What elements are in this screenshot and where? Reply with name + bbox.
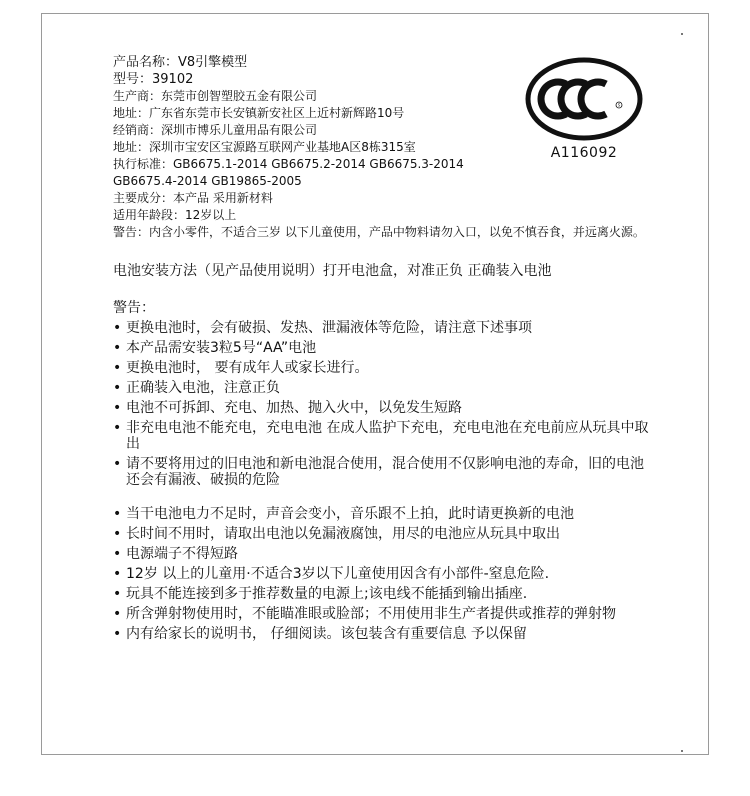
standards-line-2: GB6675.4-2014 GB19865-2005 — [113, 174, 302, 188]
ccc-mark-icon — [524, 57, 644, 141]
age-range: 适用年龄段：12岁以上 — [113, 208, 237, 222]
list-item: • 电池不可拆卸、充电、加热、抛入火中，以免发生短路 — [113, 400, 653, 416]
list-item: • 所含弹射物使用时，不能瞄准眼或脸部；不用使用非生产者提供或推荐的弹射物 — [113, 606, 653, 622]
manufacturer: 生产商：东莞市创智塑胶五金有限公司 — [113, 89, 318, 103]
ccc-certification — [524, 57, 644, 161]
list-item: • 12岁 以上的儿童用·不适合3岁以下儿童使用因含有小部件-窒息危险. — [113, 566, 653, 582]
product-name: 产品名称：V8引擎模型 — [113, 55, 248, 70]
small-parts-warning: 警告：内含小零件，不适合三岁 以下儿童使用，产品中物料请勿入口，以免不慎吞食，并远离火源。 — [113, 225, 645, 239]
list-item: • 更换电池时，会有破损、发热、泄漏液体等危险，请注意下述事项 — [113, 320, 653, 336]
distributor: 经销商：深圳市博乐儿童用品有限公司 — [113, 123, 318, 137]
corner-mark — [681, 750, 683, 752]
battery-installation: 电池安装方法（见产品使用说明）打开电池盒，对准正负 正确装入电池 — [113, 263, 552, 279]
list-item: • 内有给家长的说明书， 仔细阅读。该包装含有重要信息 予以保留 — [113, 626, 653, 642]
list-item: • 本产品需安装3粒5号“AA”电池 — [113, 340, 653, 356]
list-item: • 长时间不用时，请取出电池以免漏液腐蚀，用尽的电池应从玩具中取出 — [113, 526, 653, 542]
list-item: • 非充电电池不能充电，充电电池 在成人监护下充电，充电电池在充电前应从玩具中取出 — [113, 420, 653, 452]
list-item: • 更换电池时， 要有成年人或家长进行。 — [113, 360, 653, 376]
list-item: • 电源端子不得短路 — [113, 546, 653, 562]
standards-line-1: 执行标准：GB6675.1-2014 GB6675.2-2014 GB6675.3-2014 — [113, 157, 464, 171]
manufacturer-address: 地址：广东省东莞市长安镇新安社区上近村新辉路10号 — [113, 106, 405, 120]
product-model: 型号：39102 — [113, 72, 194, 87]
certificate-code: A116092 — [550, 145, 618, 161]
list-item: • 玩具不能连接到多于推荐数量的电源上;该电线不能插到输出插座. — [113, 586, 653, 602]
main-material: 主要成分：本产品 采用新材料 — [113, 191, 273, 205]
warning-title: 警告： — [113, 300, 155, 316]
list-item: • 当干电池电力不足时，声音会变小，音乐跟不上拍，此时请更换新的电池 — [113, 506, 653, 522]
list-item: • 请不要将用过的旧电池和新电池混合使用，混合使用不仅影响电池的寿命，旧的电池还会有漏液、破损的危险 — [113, 456, 653, 488]
distributor-address: 地址：深圳市宝安区宝源路互联网产业基地A区8栋315室 — [113, 140, 416, 154]
warning-list — [113, 320, 653, 646]
list-item: • 正确装入电池，注意正负 — [113, 380, 653, 396]
corner-mark — [681, 33, 683, 35]
